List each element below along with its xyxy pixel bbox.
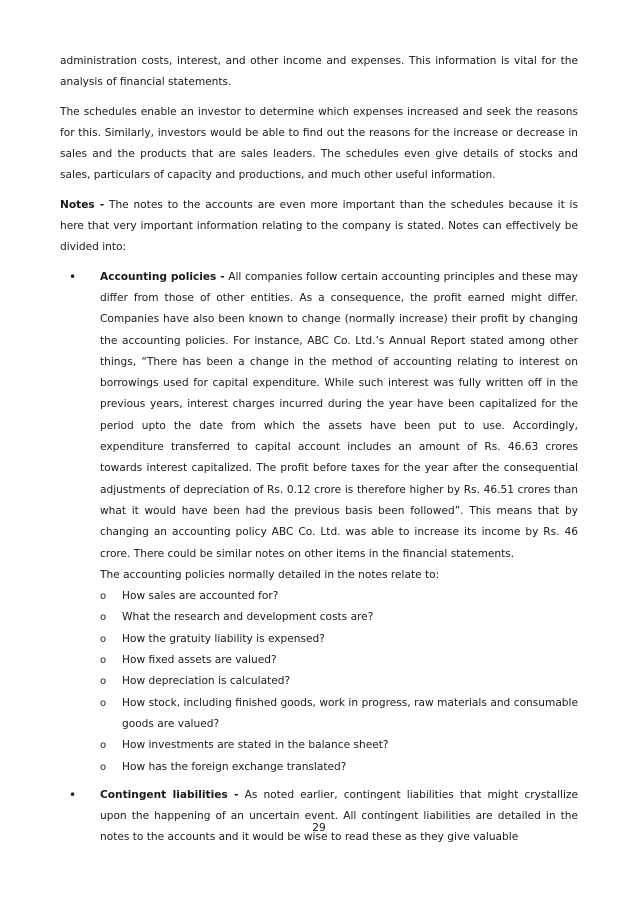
- sub-item-gratuity: [100, 629, 578, 650]
- accounting-policies-text: [100, 267, 578, 565]
- circle-marker: o: [100, 676, 107, 688]
- circle-marker: o: [100, 740, 107, 752]
- sub-item-text: How stock, including finished goods, work in progress, raw materials and consumable goods are valued?: [122, 696, 578, 730]
- sub-item-research: [100, 607, 578, 628]
- bullet-contingent-liabilities: [60, 785, 578, 849]
- accounting-policies-body: All companies follow certain accounting principles and these may differ from those of other entities. As a consequence, the profit earned might differ. Companies have also been known to change (normally increase) their profit by changing the accounting policies. For instance, ABC Co. Ltd.’s Annual Report stated among other things, “There has been a change in the method of accounting relating to interest on borrowings used for capital expenditure. While such interest was fully written off in the previous years, interest charges incurred during the year have been capitalized for the period upto the date from which the assets have been put to use. Accordingly, expenditure transferred to capital account includes an amount of Rs. 46.63 crores towards interest capitalized. The profit before taxes for the year after the consequential adjustments of depreciation of Rs. 0.12 crore is therefore higher by Rs. 46.51 crores than what it would have been had the previous basis been followed”. This means that by changing an accounting policy ABC Co. Ltd. was able to increase its income by Rs. 46 crore. There could be similar notes on other items in the financial statements.: [100, 270, 578, 560]
- circle-marker: o: [100, 655, 107, 667]
- circle-marker: o: [100, 591, 107, 603]
- page-content: [60, 51, 578, 856]
- accounting-policies-title: Accounting policies -: [100, 270, 225, 283]
- sub-item-text: What the research and development costs are?: [122, 611, 374, 624]
- circle-marker: o: [100, 697, 107, 709]
- notes-label: Notes -: [60, 198, 105, 211]
- sub-item-foreign-exchange: [100, 757, 578, 778]
- contingent-liabilities-title: Contingent liabilities -: [100, 788, 239, 801]
- contingent-liabilities-text: [100, 785, 578, 849]
- paragraph-schedules: The schedules enable an investor to determine which expenses increased and seek the reasons for this. Similarly, investors would be able to find out the reasons for the increase or decrease in sales and the products that are sales leaders. The schedules even give details of stocks and sales, particulars of capacity and productions, and much other useful information.: [60, 105, 578, 182]
- sub-item-text: How sales are accounted for?: [122, 590, 279, 603]
- sub-item-text: How depreciation is calculated?: [122, 675, 291, 688]
- contingent-liabilities-body: As noted earlier, contingent liabilities that might crystallize upon the happening of an uncertain event. All contingent liabilities are detailed in the notes to the accounts and it would be wise to read these as they give valuable: [100, 788, 578, 844]
- sub-item-fixed-assets: [100, 650, 578, 671]
- bullet-marker: •: [69, 787, 77, 802]
- bullet-accounting-policies: [60, 267, 578, 778]
- paragraph-notes: [60, 195, 578, 259]
- accounting-policies-intro: The accounting policies normally detailed in the notes relate to:: [100, 568, 440, 581]
- sub-item-depreciation: [100, 671, 578, 692]
- sub-item-text: How the gratuity liability is expensed?: [122, 632, 325, 645]
- sub-item-investments: [100, 735, 578, 756]
- sub-item-text: How investments are stated in the balance sheet?: [122, 739, 389, 752]
- notes-text: The notes to the accounts are even more important than the schedules because it is here that very important information relating to the company is stated. Notes can effectively be divided into:: [60, 198, 578, 254]
- sub-item-text: How fixed assets are valued?: [122, 654, 277, 667]
- sub-item-text: How has the foreign exchange translated?: [122, 760, 347, 773]
- circle-marker: o: [100, 612, 107, 624]
- notes-bullet-list: [60, 267, 578, 849]
- circle-marker: o: [100, 633, 107, 645]
- bullet-marker: •: [69, 269, 77, 284]
- circle-marker: o: [100, 761, 107, 773]
- accounting-policies-sublist: [100, 586, 578, 778]
- sub-item-sales: [100, 586, 578, 607]
- page-number: 29: [312, 822, 326, 834]
- paragraph-administration-costs: administration costs, interest, and other income and expenses. This information is vital for the analysis of financial statements.: [60, 55, 578, 89]
- sub-item-stock: [100, 693, 578, 736]
